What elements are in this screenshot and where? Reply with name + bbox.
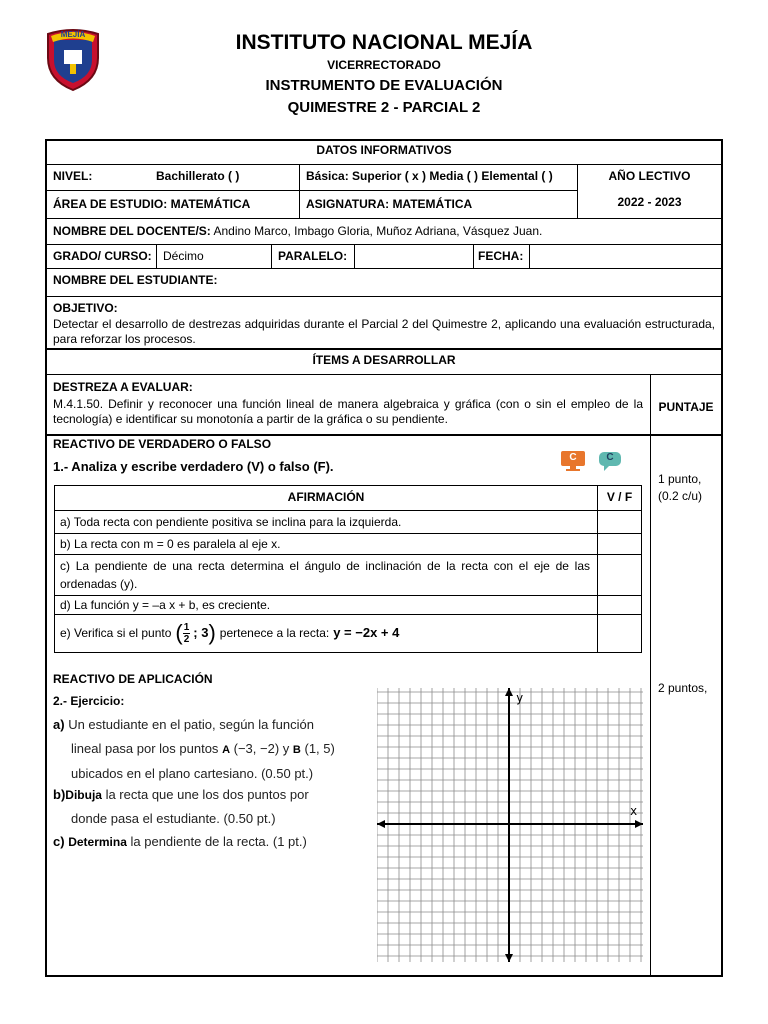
vf-e-frac-num: 1 [183, 621, 190, 633]
q2-part-b [53, 783, 309, 831]
docentes-label: NOMBRE DEL DOCENTE/S: [53, 224, 211, 238]
vf-e-frac-den: 2 [183, 633, 190, 645]
objetivo-text: Detectar el desarrollo de destrezas adquiridas durante el Parcial 2 del Quimestre 2, aplicando una evaluación estructurada, para reforzar los procesos. [53, 317, 715, 346]
chat-icon[interactable] [598, 451, 622, 471]
vf-statement-c: c) La pendiente de una recta determina el ángulo de inclinación de la recta con el eje de las ordenadas (y). [60, 559, 590, 591]
logo-text: MEJÍA [60, 30, 86, 39]
vf-statement-d: d) La función y = –a x + b, es creciente. [60, 598, 271, 612]
office-name: VICERRECTORADO [327, 58, 441, 72]
area-estudio-label: ÁREA DE ESTUDIO: MATEMÁTICA [53, 197, 251, 211]
destreza-text: M.4.1.50. Definir y reconocer una función lineal de manera algebraica y gráfica (con o sin el empleo de la tecnología) e identificar su monotonía a partir de la gráfica o su pendiente. [53, 397, 643, 426]
vf-answer-a[interactable] [599, 511, 640, 532]
q2-point-a-coords: (−3, −2) y [233, 741, 290, 756]
docentes-value: Andino Marco, Imbago Gloria, Muñoz Adriana, Vásquez Juan. [213, 224, 543, 238]
anio-lectivo-value: 2022 - 2023 [617, 195, 682, 209]
q2-b-letter: b) [53, 787, 66, 802]
estudiante-field[interactable] [220, 270, 720, 295]
term-title: QUIMESTRE 2 - PARCIAL 2 [287, 99, 481, 116]
puntaje-header: PUNTAJE [658, 400, 714, 414]
cartesian-plane[interactable] [377, 688, 643, 962]
fecha-field[interactable] [531, 246, 720, 267]
grado-label: GRADO/ CURSO: [53, 249, 152, 263]
y-axis-label: y [516, 691, 524, 705]
vf-statement-e [60, 616, 399, 650]
q2-b-line2: donde pasa el estudiante. (0.50 pt.) [71, 811, 276, 826]
q2-c-bold: Determina [68, 835, 127, 849]
vf-e-point: ( $\frac{1}{2}$ ; 3 ) [175, 620, 216, 645]
q1-score-detail: (0.2 c/u) [658, 489, 703, 503]
q2-part-c [53, 830, 307, 854]
q1-score: 1 punto, [658, 472, 702, 486]
q2-a-letter: a) [53, 717, 65, 732]
q2-point-b-label: B [292, 744, 301, 756]
vf-statement-b: b) La recta con m = 0 es paralela al eje x. [60, 537, 281, 551]
q2-b-line1: la recta que une los dos puntos por [105, 787, 309, 802]
cartesian-grid-svg [377, 688, 643, 962]
vf-answer-e[interactable] [599, 615, 640, 651]
q2-c-line1: la pendiente de la recta. (1 pt.) [130, 834, 307, 849]
monitor-icon-label: C [569, 452, 577, 463]
q2-type-label: REACTIVO DE APLICACIÓN [53, 672, 213, 686]
vf-e-point-y: ; 3 [193, 625, 209, 640]
asignatura-label: ASIGNATURA: MATEMÁTICA [306, 197, 473, 211]
q1-type-label: REACTIVO DE VERDADERO O FALSO [53, 437, 272, 451]
docentes-row [53, 224, 542, 238]
section-datos-informativos: DATOS INFORMATIVOS [316, 143, 452, 157]
anio-lectivo-label: AÑO LECTIVO [608, 169, 691, 183]
estudiante-label: NOMBRE DEL ESTUDIANTE: [53, 273, 218, 287]
vf-answer-d[interactable] [599, 596, 640, 613]
q2-b-bold: Dibuja [65, 788, 102, 802]
bachillerato-option: Bachillerato ( ) [156, 169, 240, 183]
y-axis-bottom-arrow-icon [505, 954, 513, 962]
x-axis-left-arrow-icon [377, 820, 385, 828]
q1-prompt: 1.- Analiza y escribe verdadero (V) o falso (F). [53, 459, 334, 474]
nivel-label: NIVEL: [53, 169, 93, 183]
q2-a-line3: ubicados en el plano cartesiano. (0.50 pt.) [71, 766, 314, 781]
paralelo-label: PARALELO: [278, 249, 348, 263]
chat-icon-label: C [606, 452, 614, 463]
monitor-icon[interactable] [560, 450, 586, 472]
q2-point-b-coords: (1, 5) [304, 741, 335, 756]
q2-point-a-label: A [222, 744, 231, 756]
q2-prompt: 2.- Ejercicio: [53, 694, 125, 708]
q2-part-a [53, 713, 335, 786]
paralelo-field[interactable] [356, 246, 472, 267]
q2-a-line2: lineal pasa por los puntos [71, 741, 219, 756]
x-axis-label: x [630, 804, 638, 818]
vf-answer-c[interactable] [599, 556, 640, 594]
q2-c-letter: c) [53, 834, 65, 849]
col-vf: V / F [606, 490, 633, 504]
vf-answer-b[interactable] [599, 534, 640, 553]
basica-options: Básica: Superior ( x ) Media ( ) Elemental ( ) [306, 169, 553, 183]
q2-a-line1: Un estudiante en el patio, según la función [68, 717, 314, 732]
fecha-label: FECHA: [478, 249, 524, 263]
col-afirmacion: AFIRMACIÓN [287, 490, 365, 504]
q2-score: 2 puntos, [658, 681, 708, 695]
section-items: ÍTEMS A DESARROLLAR [312, 353, 456, 367]
document-title: INSTRUMENTO DE EVALUACIÓN [265, 77, 503, 94]
grado-value: Décimo [163, 249, 204, 263]
objetivo-label: OBJETIVO: [53, 301, 118, 315]
destreza-label: DESTREZA A EVALUAR: [53, 380, 193, 394]
vf-statement-a: a) Toda recta con pendiente positiva se inclina para la izquierda. [60, 515, 402, 529]
vf-e-prefix: e) Verifica si el punto [60, 626, 172, 640]
x-axis-right-arrow-icon [635, 820, 643, 828]
institution-name: INSTITUTO NACIONAL MEJÍA [235, 31, 533, 54]
vf-e-equation: y = −2x + 4 [333, 625, 400, 640]
vf-e-suffix: pertenece a la recta: [219, 626, 330, 640]
